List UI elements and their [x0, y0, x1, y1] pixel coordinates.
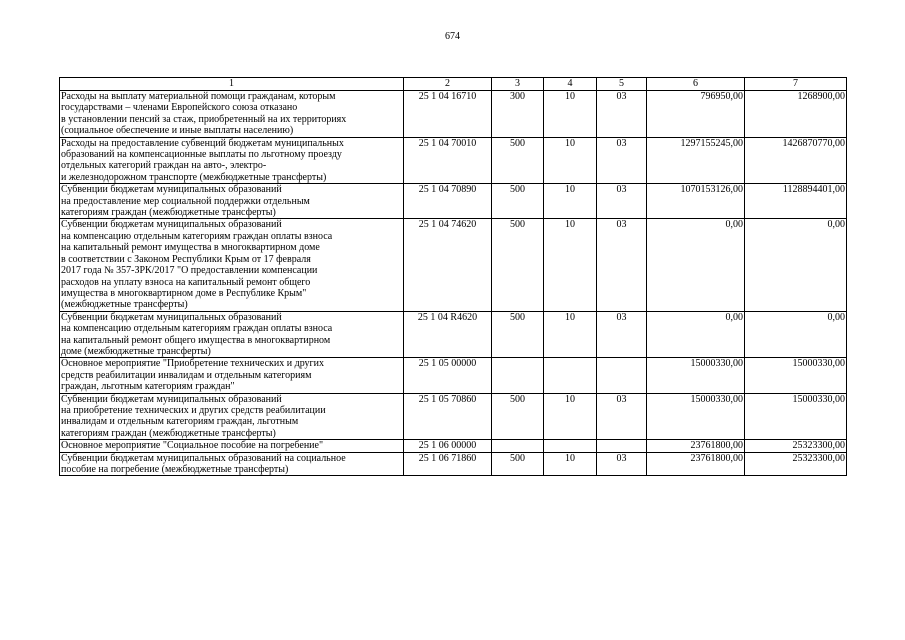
row-target-code: 25 1 05 00000: [404, 358, 492, 393]
row-expense-type: [492, 440, 544, 452]
header-cell: 1: [60, 78, 404, 91]
row-amount-year-1: 23761800,00: [647, 440, 745, 452]
row-expense-type: 500: [492, 137, 544, 184]
row-amount-year-2: 1128894401,00: [745, 184, 847, 219]
row-target-code: 25 1 04 70890: [404, 184, 492, 219]
row-amount-year-2: 0,00: [745, 219, 847, 311]
row-amount-year-2: 1268900,00: [745, 91, 847, 138]
row-section: 10: [544, 219, 597, 311]
row-amount-year-2: 15000330,00: [745, 393, 847, 440]
row-description: Субвенции бюджетам муниципальных образований на компенсацию отдельным категориям граждан оплаты взноса на капитальный ремонт общего имущества в многоквартирном доме (межбюджетные трансферты): [60, 311, 404, 358]
row-subsection: 03: [597, 219, 647, 311]
row-expense-type: 500: [492, 184, 544, 219]
row-subsection: 03: [597, 137, 647, 184]
header-row: [60, 78, 847, 91]
row-amount-year-1: 23761800,00: [647, 452, 745, 476]
row-expense-type: 300: [492, 91, 544, 138]
row-subsection: 03: [597, 91, 647, 138]
row-expense-type: 500: [492, 219, 544, 311]
row-target-code: 25 1 06 00000: [404, 440, 492, 452]
row-target-code: 25 1 06 71860: [404, 452, 492, 476]
row-section: 10: [544, 311, 597, 358]
row-amount-year-1: 796950,00: [647, 91, 745, 138]
row-expense-type: [492, 358, 544, 393]
header-cell: 4: [544, 78, 597, 91]
row-target-code: 25 1 04 16710: [404, 91, 492, 138]
table-row: [60, 91, 847, 138]
row-section: [544, 358, 597, 393]
row-section: 10: [544, 393, 597, 440]
header-cell: 2: [404, 78, 492, 91]
page-number: 674: [445, 31, 460, 42]
table-row: [60, 393, 847, 440]
row-expense-type: 500: [492, 311, 544, 358]
table-row: [60, 440, 847, 452]
row-subsection: [597, 358, 647, 393]
row-section: 10: [544, 184, 597, 219]
table-row: [60, 358, 847, 393]
row-amount-year-2: 0,00: [745, 311, 847, 358]
row-expense-type: 500: [492, 393, 544, 440]
row-target-code: 25 1 04 R4620: [404, 311, 492, 358]
row-description: Субвенции бюджетам муниципальных образований на приобретение технических и других средств реабилитации инвалидам и отдельным категориям граждан, льготным категориям граждан (межбюджетные трансферты): [60, 393, 404, 440]
row-target-code: 25 1 05 70860: [404, 393, 492, 440]
row-description: Субвенции бюджетам муниципальных образований на компенсацию отдельным категориям граждан оплаты взноса на капитальный ремонт имущества в многоквартирном доме в соответствии с Законом Республики Крым от 17 февраля 2017 года № 357-ЗРК/2017 "О предоставлении компенсации расходов на уплату взноса на капитальный ремонт общего имущества в многоквартирном доме в Республике Крым" (межбюджетные трансферты): [60, 219, 404, 311]
row-section: 10: [544, 91, 597, 138]
row-amount-year-1: 0,00: [647, 311, 745, 358]
row-subsection: 03: [597, 184, 647, 219]
row-amount-year-1: 1297155245,00: [647, 137, 745, 184]
row-subsection: 03: [597, 452, 647, 476]
row-amount-year-2: 25323300,00: [745, 452, 847, 476]
row-amount-year-1: 15000330,00: [647, 393, 745, 440]
row-section: 10: [544, 137, 597, 184]
row-subsection: 03: [597, 311, 647, 358]
header-cell: 7: [745, 78, 847, 91]
row-target-code: 25 1 04 70010: [404, 137, 492, 184]
row-amount-year-1: 15000330,00: [647, 358, 745, 393]
row-amount-year-1: 0,00: [647, 219, 745, 311]
row-subsection: 03: [597, 393, 647, 440]
table-row: [60, 137, 847, 184]
row-section: [544, 440, 597, 452]
budget-table: [59, 77, 847, 476]
row-description: Основное мероприятие "Приобретение технических и других средств реабилитации инвалидам и отдельным категориям граждан, льготным категориям граждан": [60, 358, 404, 393]
row-amount-year-2: 1426870770,00: [745, 137, 847, 184]
table-row: [60, 311, 847, 358]
table-row: [60, 184, 847, 219]
row-description: Субвенции бюджетам муниципальных образований на социальное пособие на погребение (межбюджетные трансферты): [60, 452, 404, 476]
row-description: Расходы на выплату материальной помощи гражданам, которым государствами – членами Европейского союза отказано в установлении пенсий за стаж, приобретенный на их территориях (социальное обеспечение и иные выплаты населению): [60, 91, 404, 138]
row-amount-year-2: 15000330,00: [745, 358, 847, 393]
row-section: 10: [544, 452, 597, 476]
header-cell: 3: [492, 78, 544, 91]
header-cell: 6: [647, 78, 745, 91]
row-amount-year-2: 25323300,00: [745, 440, 847, 452]
row-description: Субвенции бюджетам муниципальных образований на предоставление мер социальной поддержки отдельным категориям граждан (межбюджетные трансферты): [60, 184, 404, 219]
row-expense-type: 500: [492, 452, 544, 476]
table-row: [60, 452, 847, 476]
row-target-code: 25 1 04 74620: [404, 219, 492, 311]
row-description: Расходы на предоставление субвенций бюджетам муниципальных образований на компенсационные выплаты по льготному проезду отдельных категорий граждан на авто-, электро- и железнодорожном транспорте (межбюджетные трансферты): [60, 137, 404, 184]
row-subsection: [597, 440, 647, 452]
table-row: [60, 219, 847, 311]
row-description: Основное мероприятие "Социальное пособие на погребение": [60, 440, 404, 452]
row-amount-year-1: 1070153126,00: [647, 184, 745, 219]
header-cell: 5: [597, 78, 647, 91]
